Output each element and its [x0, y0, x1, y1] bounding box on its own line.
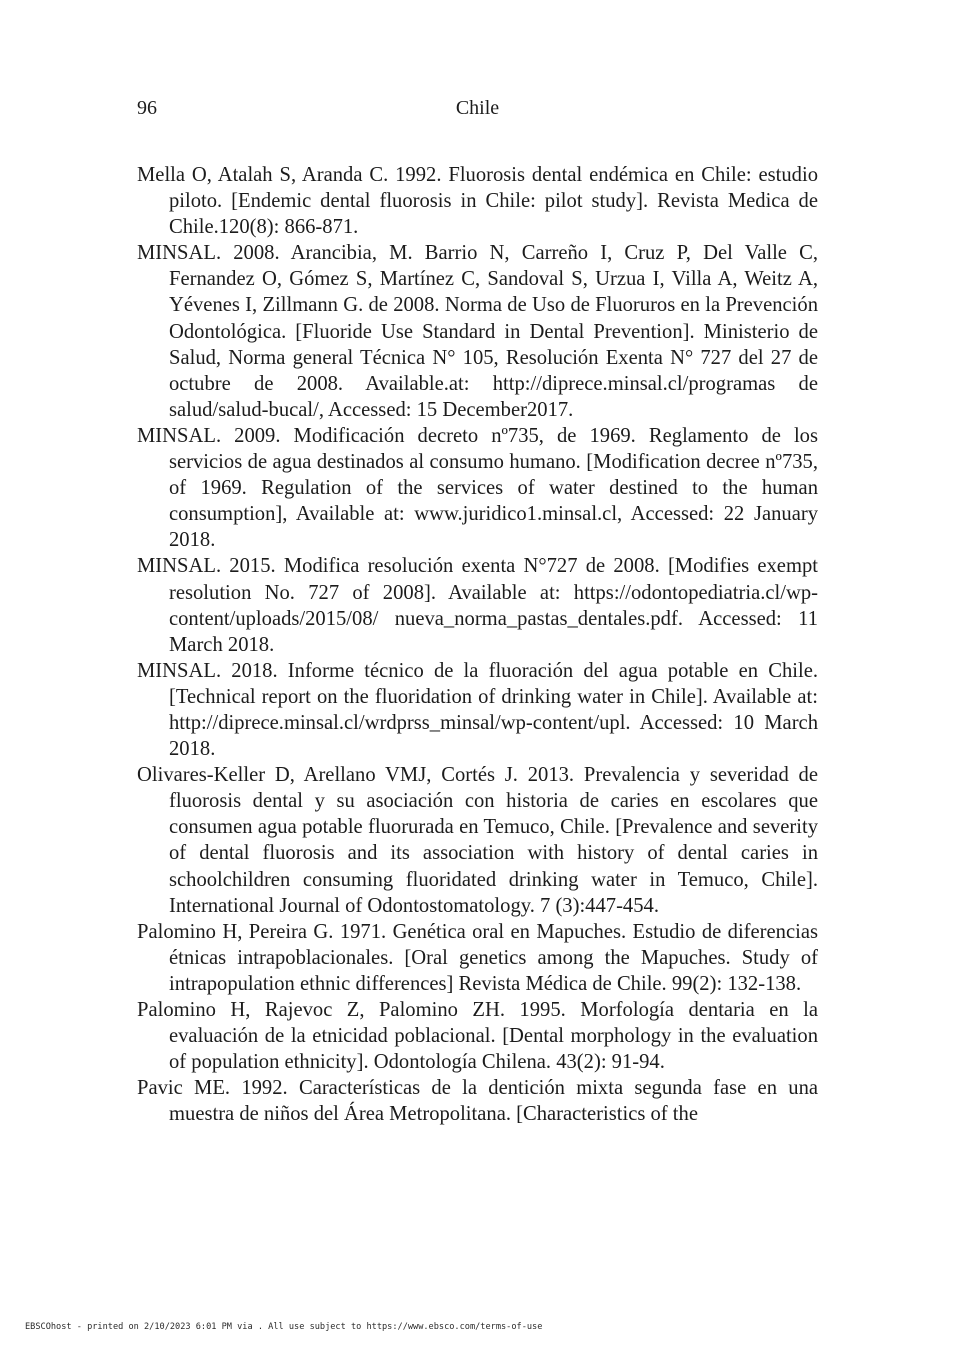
running-title: Chile — [455, 97, 500, 119]
reference-item: MINSAL. 2008. Arancibia, M. Barrio N, Carreño I, Cruz P, Del Valle C, Fernandez O, Gómez S, Martínez C, Sandoval S, Urzua I, Villa A, Weitz A, Yévenes I, Zillmann G. de 2008. Norma de Uso de Fluoruros en la Prevención Odontológica. [Fluoride Use Standard in Dental Prevention]. Ministerio de Salud, Norma general Técnica N° 105, Resolución Exenta N° 727 del 27 de octubre de 2008. Available.at: http://diprece.minsal.cl/programas de salud/salud-bucal/, Accessed: 15 December2017. — [137, 242, 818, 421]
reference-item: Palomino H, Rajevoc Z, Palomino ZH. 1995. Morfología dentaria en la evaluación de la etnicidad poblacional. [Dental morphology in the evaluation of population ethnicity]. Odontología Chilena. 43(2): 91-94. — [137, 999, 818, 1074]
reference-item: Mella O, Atalah S, Aranda C. 1992. Fluorosis dental endémica en Chile: estudio piloto. [Endemic dental fluorosis in Chile: pilot study]. Revista Medica de Chile.120(8): 866-871. — [137, 164, 818, 239]
reference-item: MINSAL. 2015. Modifica resolución exenta N°727 de 2008. [Modifies exempt resolution No. 727 of 2008]. Available at: https://odontopediatria.cl/wp-content/uploads/2015/08/ nueva_norma_pastas_dentales.pdf. Accessed: 11 March 2018. — [137, 555, 818, 656]
reference-item: Pavic ME. 1992. Características de la dentición mixta segunda fase en una muestra de niños del Área Metropolitana. [Characteristics of the — [137, 1077, 818, 1126]
reference-item: Olivares-Keller D, Arellano VMJ, Cortés J. 2013. Prevalencia y severidad de fluorosis dental y su asociación con historia de caries en escolares que consumen agua potable fluorurada en Temuco, Chile. [Prevalence and severity of dental fluorosis and its association with history of dental caries in schoolchildren consuming fluoridated drinking water in Temuco, Chile]. International Journal of Odontostomatology. 7 (3):447-454. — [137, 764, 818, 917]
reference-item: Palomino H, Pereira G. 1971. Genética oral en Mapuches. Estudio de diferencias étnicas intrapoblacionales. [Oral genetics among the Mapuches. Study of intrapopulation ethnic differences] Revista Médica de Chile. 99(2): 132-138. — [137, 920, 818, 995]
reference-item: MINSAL. 2018. Informe técnico de la fluoración del agua potable en Chile. [Technical report on the fluoridation of drinking water in Chile]. Available at: http://diprece.minsal.cl/wrdprss_minsal/wp-content/upl. Accessed: 10 March 2018. — [137, 659, 818, 761]
reference-item: MINSAL. 2009. Modificación decreto nº735, de 1969. Reglamento de los servicios de agua destinados al consumo humano. [Modification decree nº735, of 1969. Regulation of the services of water destined to the human consumption], Available at: www.juridico1.minsal.cl, Accessed: 22 January 2018. — [137, 424, 818, 552]
print-footer: EBSCOhost - printed on 2/10/2023 6:01 PM via . All use subject to https://www.ebsco.com/terms-of-use — [25, 1322, 543, 1332]
page-number: 96 — [137, 97, 157, 119]
reference-list — [137, 162, 818, 1127]
